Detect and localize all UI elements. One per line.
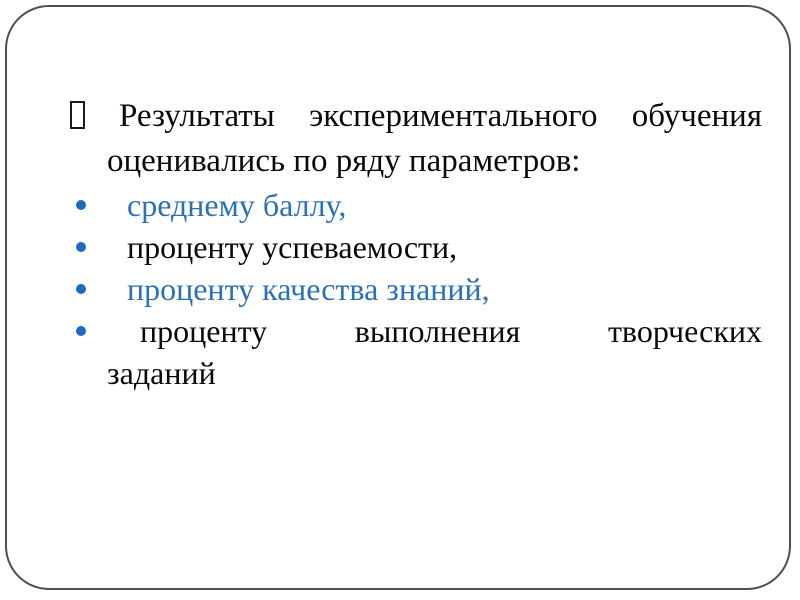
intro-word-2: экспериментального [309, 98, 598, 134]
intro-line-2: оценивались по ряду параметров: [107, 143, 581, 179]
marker-column [70, 310, 107, 336]
marker-column [70, 226, 107, 252]
bullet-text-creative-tasks [107, 310, 762, 394]
creative-tasks-line-2: заданий [107, 355, 216, 391]
bullet-text-progress-percent [107, 226, 762, 268]
bullet-line: проценту успеваемости, [127, 229, 458, 265]
list-item-progress-percent [70, 226, 762, 268]
intro-word-3: обучения [631, 98, 762, 134]
bullet-line: проценту качества знаний, [127, 271, 490, 307]
bullet-text-average-score [107, 184, 762, 226]
bullet-text-knowledge-quality [107, 268, 762, 310]
marker-column [70, 94, 107, 129]
creative-tasks-line-justified [107, 310, 762, 352]
list-item-knowledge-quality [70, 268, 762, 310]
dot-bullet-icon [76, 284, 86, 294]
list-item-intro [70, 94, 762, 184]
dot-bullet-icon [76, 200, 86, 210]
creative-word-3: творческих [607, 313, 762, 349]
intro-word-1: Результаты [119, 98, 275, 134]
dot-bullet-icon [76, 326, 86, 336]
bullet-line: среднему баллу, [127, 187, 347, 223]
list-item-creative-tasks [70, 310, 762, 394]
slide-rounded-card [5, 5, 791, 590]
intro-line-justified [107, 94, 762, 139]
list-item-average-score [70, 184, 762, 226]
marker-column [70, 268, 107, 294]
marker-column [70, 184, 107, 210]
slide-text-block [70, 94, 762, 394]
hollow-square-bullet-icon [70, 101, 85, 129]
intro-text [107, 94, 762, 184]
creative-word-1: проценту [140, 313, 268, 349]
dot-bullet-icon [76, 242, 86, 252]
creative-word-2: выполнения [354, 313, 521, 349]
